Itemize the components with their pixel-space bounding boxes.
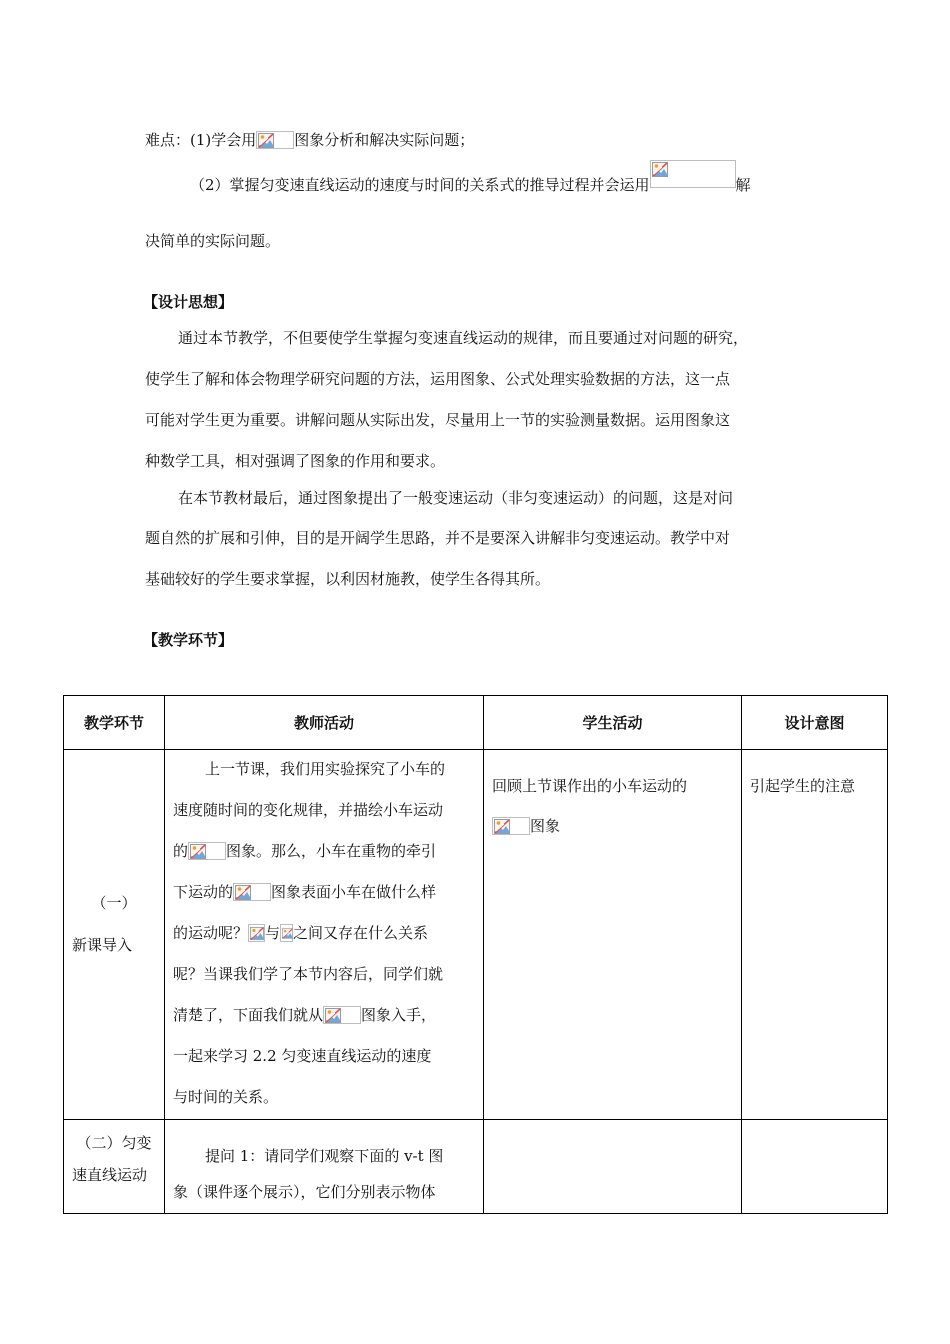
difficulty-line-2-prefix: （2）掌握匀变速直线运动的速度与时间的关系式的推导过程并会运用 bbox=[190, 176, 650, 194]
row1-teacher-line-3b: 图象。那么，小车在重物的牵引 bbox=[226, 842, 437, 860]
header-student: 学生活动 bbox=[484, 696, 742, 750]
row1-stage-line-2: 新课导入 bbox=[72, 936, 133, 954]
design-p1-line-3: 可能对学生更为重要。讲解问题从实际出发，尽量用上一节的实验测量数据。运用图象这 bbox=[145, 411, 731, 429]
design-heading: 【设计思想】 bbox=[143, 293, 234, 311]
row1-stage bbox=[64, 750, 165, 1120]
row1-teacher-line-7 bbox=[173, 995, 475, 1036]
broken-image-icon bbox=[280, 924, 293, 942]
design-p1-line-2: 使学生了解和体会物理学研究问题的方法，运用图象、公式处理实验数据的方法，这一点 bbox=[145, 370, 731, 388]
row1-intent bbox=[742, 750, 888, 1120]
row1-stage-line-1: （一） bbox=[91, 894, 137, 912]
difficulty-line-1 bbox=[145, 129, 474, 150]
difficulty-line-1-suffix: 图象分析和解决实际问题； bbox=[294, 131, 475, 149]
header-intent: 设计意图 bbox=[742, 696, 888, 750]
broken-image-icon bbox=[188, 842, 226, 860]
row1-teacher-line-5c: 之间又存在什么关系 bbox=[293, 924, 429, 942]
broken-image-icon bbox=[256, 131, 294, 149]
row1-teacher bbox=[165, 750, 484, 1120]
row1-student-line-2 bbox=[492, 806, 733, 846]
broken-image-icon bbox=[492, 817, 530, 835]
difficulty-line-3: 决简单的实际问题。 bbox=[145, 232, 281, 250]
table-header-row bbox=[64, 696, 888, 750]
broken-image-icon bbox=[650, 160, 736, 188]
design-p2-line-2: 题自然的扩展和引伸，目的是开阔学生思路，并不是要深入讲解非匀变速运动。教学中对 bbox=[145, 529, 731, 547]
row1-teacher-line-8: 一起来学习 2.2 匀变速直线运动的速度 bbox=[173, 1047, 432, 1065]
broken-image-icon bbox=[248, 924, 265, 942]
row1-teacher-line-4a: 下运动的 bbox=[173, 883, 234, 901]
row1-teacher-line-4 bbox=[173, 872, 475, 913]
row1-teacher-line-5a: 的运动呢？ bbox=[173, 924, 249, 942]
row1-teacher-line-1: 上一节课，我们用实验探究了小车的 bbox=[205, 760, 446, 778]
row1-teacher-line-3 bbox=[173, 831, 475, 872]
row1-teacher-line-9: 与时间的关系。 bbox=[173, 1088, 279, 1106]
row1-teacher-line-3a: 的 bbox=[173, 842, 189, 860]
header-stage: 教学环节 bbox=[64, 696, 165, 750]
design-p2-line-3: 基础较好的学生要求掌握，以利因材施教，使学生各得其所。 bbox=[145, 570, 551, 588]
row1-teacher-line-7b: 图象入手， bbox=[361, 1006, 437, 1024]
teaching-heading: 【教学环节】 bbox=[143, 631, 234, 649]
difficulty-line-2-suffix: 解 bbox=[735, 176, 751, 194]
row1-student-line-1: 回顾上节课作出的小车运动的 bbox=[492, 777, 688, 795]
row1-intent-text: 引起学生的注意 bbox=[750, 777, 856, 795]
row2-teacher-line-1: 提问 1：请同学们观察下面的 v-t 图 bbox=[205, 1147, 444, 1165]
difficulty-line-2 bbox=[190, 160, 751, 194]
row2-intent bbox=[742, 1120, 888, 1214]
design-p1-line-4: 种数学工具，相对强调了图象的作用和要求。 bbox=[145, 452, 446, 470]
row2-teacher bbox=[165, 1120, 484, 1214]
row1-student-line-2-text: 图象 bbox=[530, 817, 561, 835]
row2-teacher-line-2: 象（课件逐个展示），它们分别表示物体 bbox=[173, 1183, 436, 1201]
row1-teacher-line-7a: 清楚了，下面我们就从 bbox=[173, 1006, 324, 1024]
row1-teacher-line-2: 速度随时间的变化规律，并描绘小车运动 bbox=[173, 801, 444, 819]
row1-teacher-line-5b: 与 bbox=[265, 924, 281, 942]
row2-stage-line-2: 速直线运动 bbox=[72, 1166, 148, 1184]
lesson-table bbox=[63, 695, 888, 1214]
row1-teacher-line-4b: 图象表面小车在做什么样 bbox=[271, 883, 437, 901]
row2-stage bbox=[64, 1120, 165, 1214]
broken-image-icon bbox=[323, 1006, 361, 1024]
table-row bbox=[64, 750, 888, 1120]
difficulty-line-1-prefix: 难点：(1)学会用 bbox=[145, 131, 257, 149]
broken-image-icon bbox=[233, 883, 271, 901]
row2-stage-line-1: （二）匀变 bbox=[76, 1134, 152, 1152]
row1-teacher-line-5 bbox=[173, 913, 475, 954]
table-row bbox=[64, 1120, 888, 1214]
design-p1-line-1: 通过本节教学，不但要使学生掌握匀变速直线运动的规律，而且要通过对问题的研究， bbox=[178, 329, 749, 347]
design-p2-line-1: 在本节教材最后，通过图象提出了一般变速运动（非匀变速运动）的问题，这是对问 bbox=[178, 489, 734, 507]
header-teacher: 教师活动 bbox=[165, 696, 484, 750]
row2-student bbox=[484, 1120, 742, 1214]
row1-student bbox=[484, 750, 742, 1120]
row1-teacher-line-6: 呢？当课我们学了本节内容后，同学们就 bbox=[173, 965, 444, 983]
